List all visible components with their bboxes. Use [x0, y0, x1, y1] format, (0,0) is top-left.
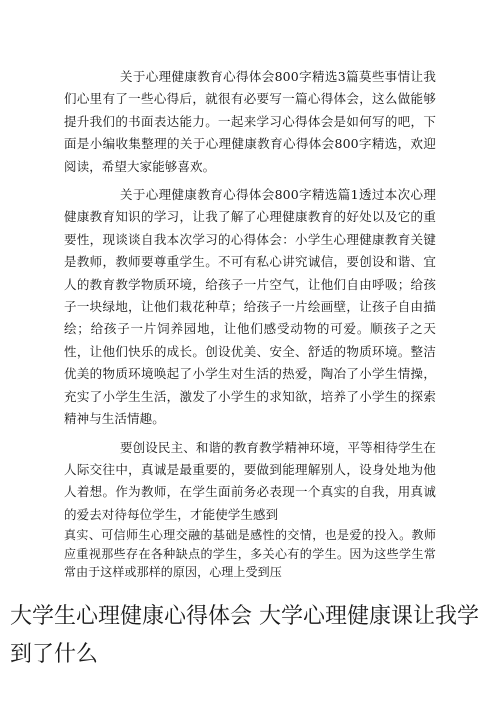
body-paragraph-2: 要创设民主、和谐的教育教学精神环境，平等相待学生在人际交往中，真诚是最重要的，要做到能理解别人，设身处地为他人着想。作为教师，在学生面前务必表现一个真实的自我，用真诚的爱去对待每位学生，才能使学生感到: [64, 439, 436, 522]
body-paragraph-3: 真实、可信师生心理交融的基础是感性的交情，也是爱的投入。教师应重视那些存在各种缺点的学生，多关心有的学生。因为这些学生常常由于这样或那样的原因，心理上受到压: [64, 528, 436, 580]
intro-paragraph: 关于心理健康教育心得体会800字精选3篇莫些事情让我们心里有了一些心得后，就很有必要写一篇心得体会，这么做能够提升我们的书面表达能力。一起来学习心得体会是如何写的吧，下面是小编收集整理的关于心理健康教育心得体会800字精选，欢迎阅读，希望大家能够喜欢。: [64, 69, 436, 174]
body-paragraph-1: 关于心理健康教育心得体会800字精选篇1透过本次心理健康教育知识的学习，让我了解了心理健康教育的好处以及它的重要性，现谈谈自我本次学习的心得体会：小学生心理健康教育关键是教师，教师要尊重学生。不可有私心讲究诚信，要创设和谐、宜人的教育教学物质环境，给孩子一片空气，让他们自由呼吸；给孩子一块绿地，让他们栽花种草；给孩子一片绘画壁，让孩子自由描绘；给孩子一片饲养园地，让他们感受动物的可爱。顺孩子之天性，让他们快乐的成长。创设优美、安全、舒适的物质环境。整洁优美的物质环境唤起了小学生对生活的热爱，陶冶了小学生情操，充实了小学生生活，激发了小学生的求知欲，培养了小学生的探索精神与生活情趣。: [64, 187, 436, 427]
document-body: [64, 66, 436, 582]
article-title-overlay: 大学生心理健康心得体会 大学心理健康课让我学到了什么: [10, 604, 479, 667]
